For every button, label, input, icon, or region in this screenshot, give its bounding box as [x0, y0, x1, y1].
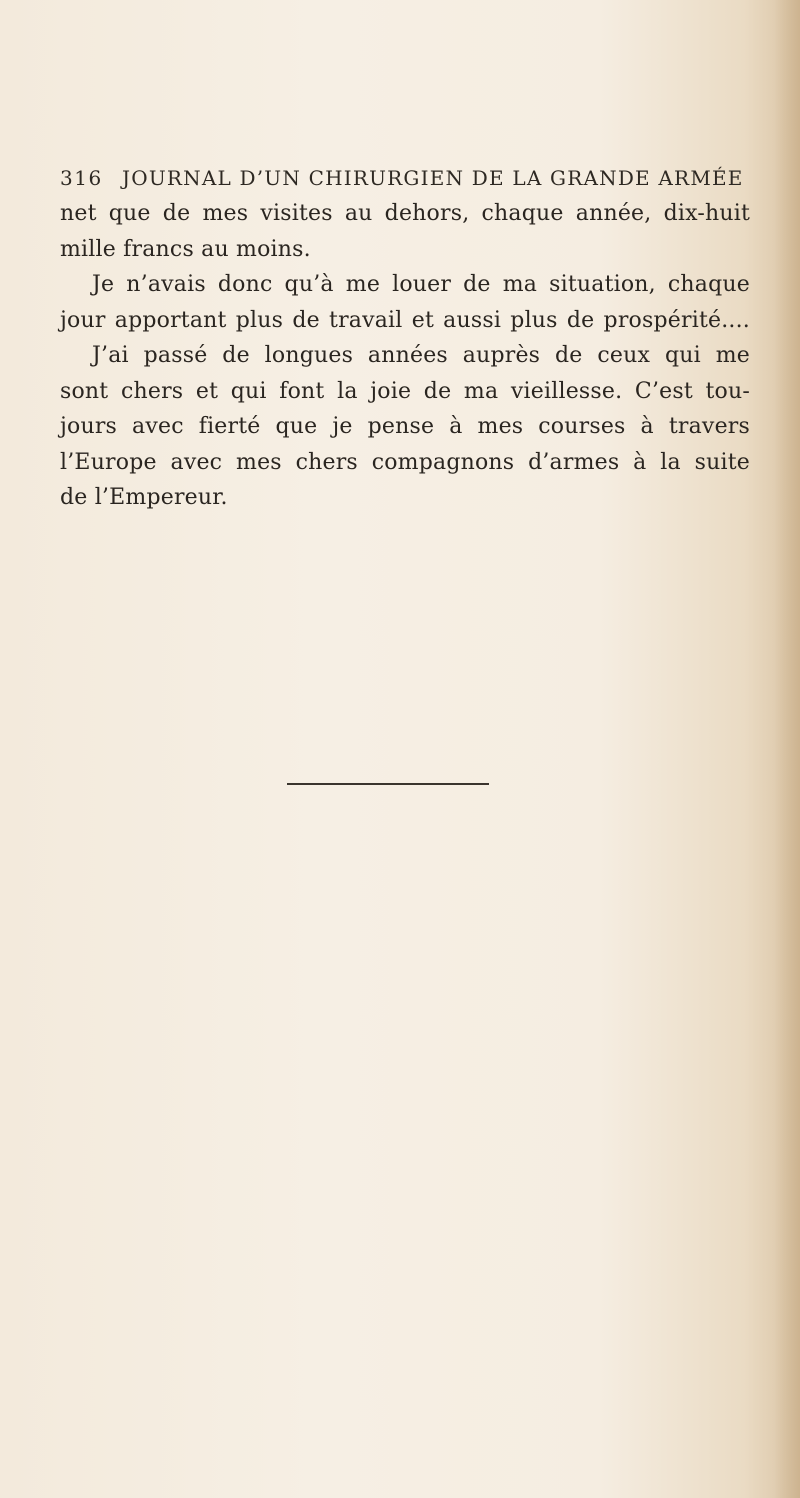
text-line: jours avec fierté que je pense à mes courses à travers — [60, 414, 750, 439]
text-line: mille francs au moins. — [60, 236, 311, 262]
page-number: 316 — [60, 166, 103, 190]
body-text — [60, 196, 750, 516]
text-line: Je n’avais donc qu’à me louer de ma situation, chaque — [92, 272, 750, 297]
running-title: JOURNAL D’UN CHIRURGIEN DE LA GRANDE ARMÉE — [122, 166, 744, 190]
text-line: sont chers et qui font la joie de ma vieillesse. C’est tou- — [60, 378, 750, 404]
text-line: l’Europe avec mes chers compagnons d’armes à la suite — [60, 449, 750, 475]
text-line: net que de mes visites au dehors, chaque année, dix-huit — [60, 201, 750, 226]
text-line: jour apportant plus de travail et aussi plus de prospérité.... — [60, 307, 750, 333]
text-line: J’ai passé de longues années auprès de ceux qui me — [92, 343, 750, 368]
end-rule — [287, 783, 489, 785]
running-head — [60, 166, 750, 196]
page-edge-shadow — [774, 0, 800, 1498]
text-line: de l’Empereur. — [60, 485, 228, 510]
